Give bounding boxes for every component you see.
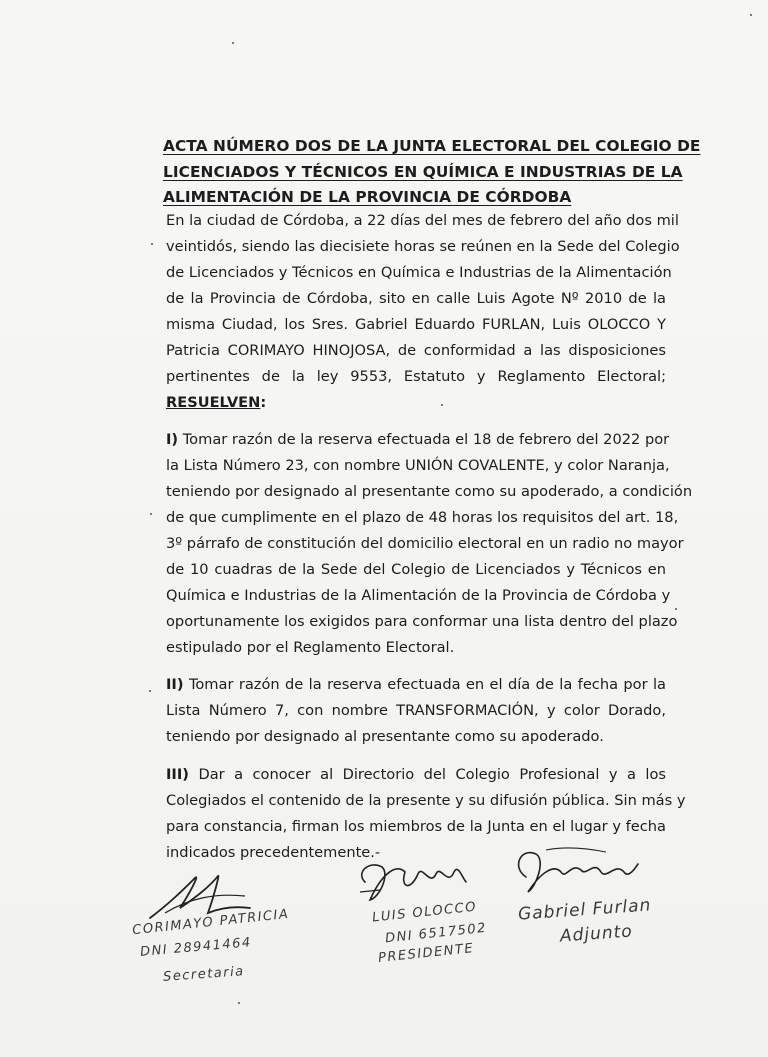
resuelven-word: RESUELVEN [166,394,261,411]
text-line [166,427,670,453]
item-1-paragraph [166,427,693,661]
signature-center-role: PRESIDENTE [377,941,475,966]
text-line: oportunamente los exigidos para conformar una lista dentro del plazo [166,613,678,630]
title-line: ACTA NÚMERO DOS DE LA JUNTA ELECTORAL DEL COLEGIO DE [163,137,701,155]
text-line: Lista Número 7, con nombre TRANSFORMACIÓN, y color Dorado, [166,702,666,719]
item-numeral: I) [166,431,179,448]
text-line: Patricia CORIMAYO HINOJOSA, de conformidad a las disposiciones [166,342,666,359]
scan-speck [232,42,234,44]
item-numeral: II) [166,676,184,693]
scan-speck [150,513,152,515]
item-numeral: III) [166,766,189,783]
text-line: de 10 cuadras de la Sede del Colegio de Licenciados y Técnicos en [166,561,666,578]
item-text: Tomar razón de la reserva efectuada el 18 de febrero del 2022 por [182,431,670,448]
signature-left-role: Secretaria [162,964,246,985]
text-line: de Licenciados y Técnicos en Química e Industrias de la Alimentación [166,264,672,281]
resuelven-colon: : [260,394,267,411]
text-line: teniendo por designado al presentante como su apoderado. [166,728,604,745]
signature-left-id: DNI 28941464 [139,935,253,960]
scan-speck [441,404,443,406]
text-line [166,672,666,698]
signature-left-name: CORIMAYO PATRICIA [131,906,290,939]
scan-speck [750,14,752,16]
text-line: teniendo por designado al presentante como su apoderado, a condición [166,483,693,500]
item-text: Tomar razón de la reserva efectuada en el día de la fecha por la [188,676,666,693]
text-line: pertinentes de la ley 9553, Estatuto y Reglamento Electoral; [166,368,666,385]
scan-speck [238,1002,240,1004]
document-title [163,134,701,211]
item-text: Dar a conocer al Directorio del Colegio Profesional y a los [198,766,667,783]
text-line: veintidós, siendo las diecisiete horas se reúnen en la Sede del Colegio [166,238,680,255]
text-line: para constancia, firman los miembros de la Junta en el lugar y fecha [166,818,666,835]
text-line: la Lista Número 23, con nombre UNIÓN COVALENTE, y color Naranja, [166,457,670,474]
signature-center-name: LUIS OLOCCO [371,899,478,926]
signature-center-id: DNI 6517502 [384,920,488,947]
text-line: indicados precedentemente.- [166,844,381,861]
text-line: misma Ciudad, los Sres. Gabriel Eduardo FURLAN, Luis OLOCCO Y [166,316,666,333]
text-line [166,762,666,788]
title-line: LICENCIADOS Y TÉCNICOS EN QUÍMICA E INDUSTRIAS DE LA [163,162,683,181]
text-line: de la Provincia de Córdoba, sito en calle Luis Agote Nº 2010 de la [166,290,666,307]
signature-right-role: Adjunto [559,921,634,947]
text-line: de que cumplimente en el plazo de 48 horas los requisitos del art. 18, [166,509,679,526]
text-line: estipulado por el Reglamento Electoral. [166,639,455,656]
title-line: ALIMENTACIÓN DE LA PROVINCIA DE CÓRDOBA [163,188,572,206]
text-line: En la ciudad de Córdoba, a 22 días del mes de febrero del año dos mil [166,212,679,229]
signature-right-name: Gabriel Furlan [517,895,652,925]
item-2-paragraph [166,672,666,750]
text-line: 3º párrafo de constitución del domicilio electoral en un radio no mayor [166,535,684,552]
text-line: Colegiados el contenido de la presente y su difusión pública. Sin más y [166,792,686,809]
resolve-line [166,390,666,416]
scan-speck [675,608,677,610]
signature-right-scribble [506,842,646,902]
scan-speck [149,690,151,692]
scan-speck [151,243,153,245]
intro-paragraph [166,208,680,416]
text-line: Química e Industrias de la Alimentación de la Provincia de Córdoba y [166,587,671,604]
